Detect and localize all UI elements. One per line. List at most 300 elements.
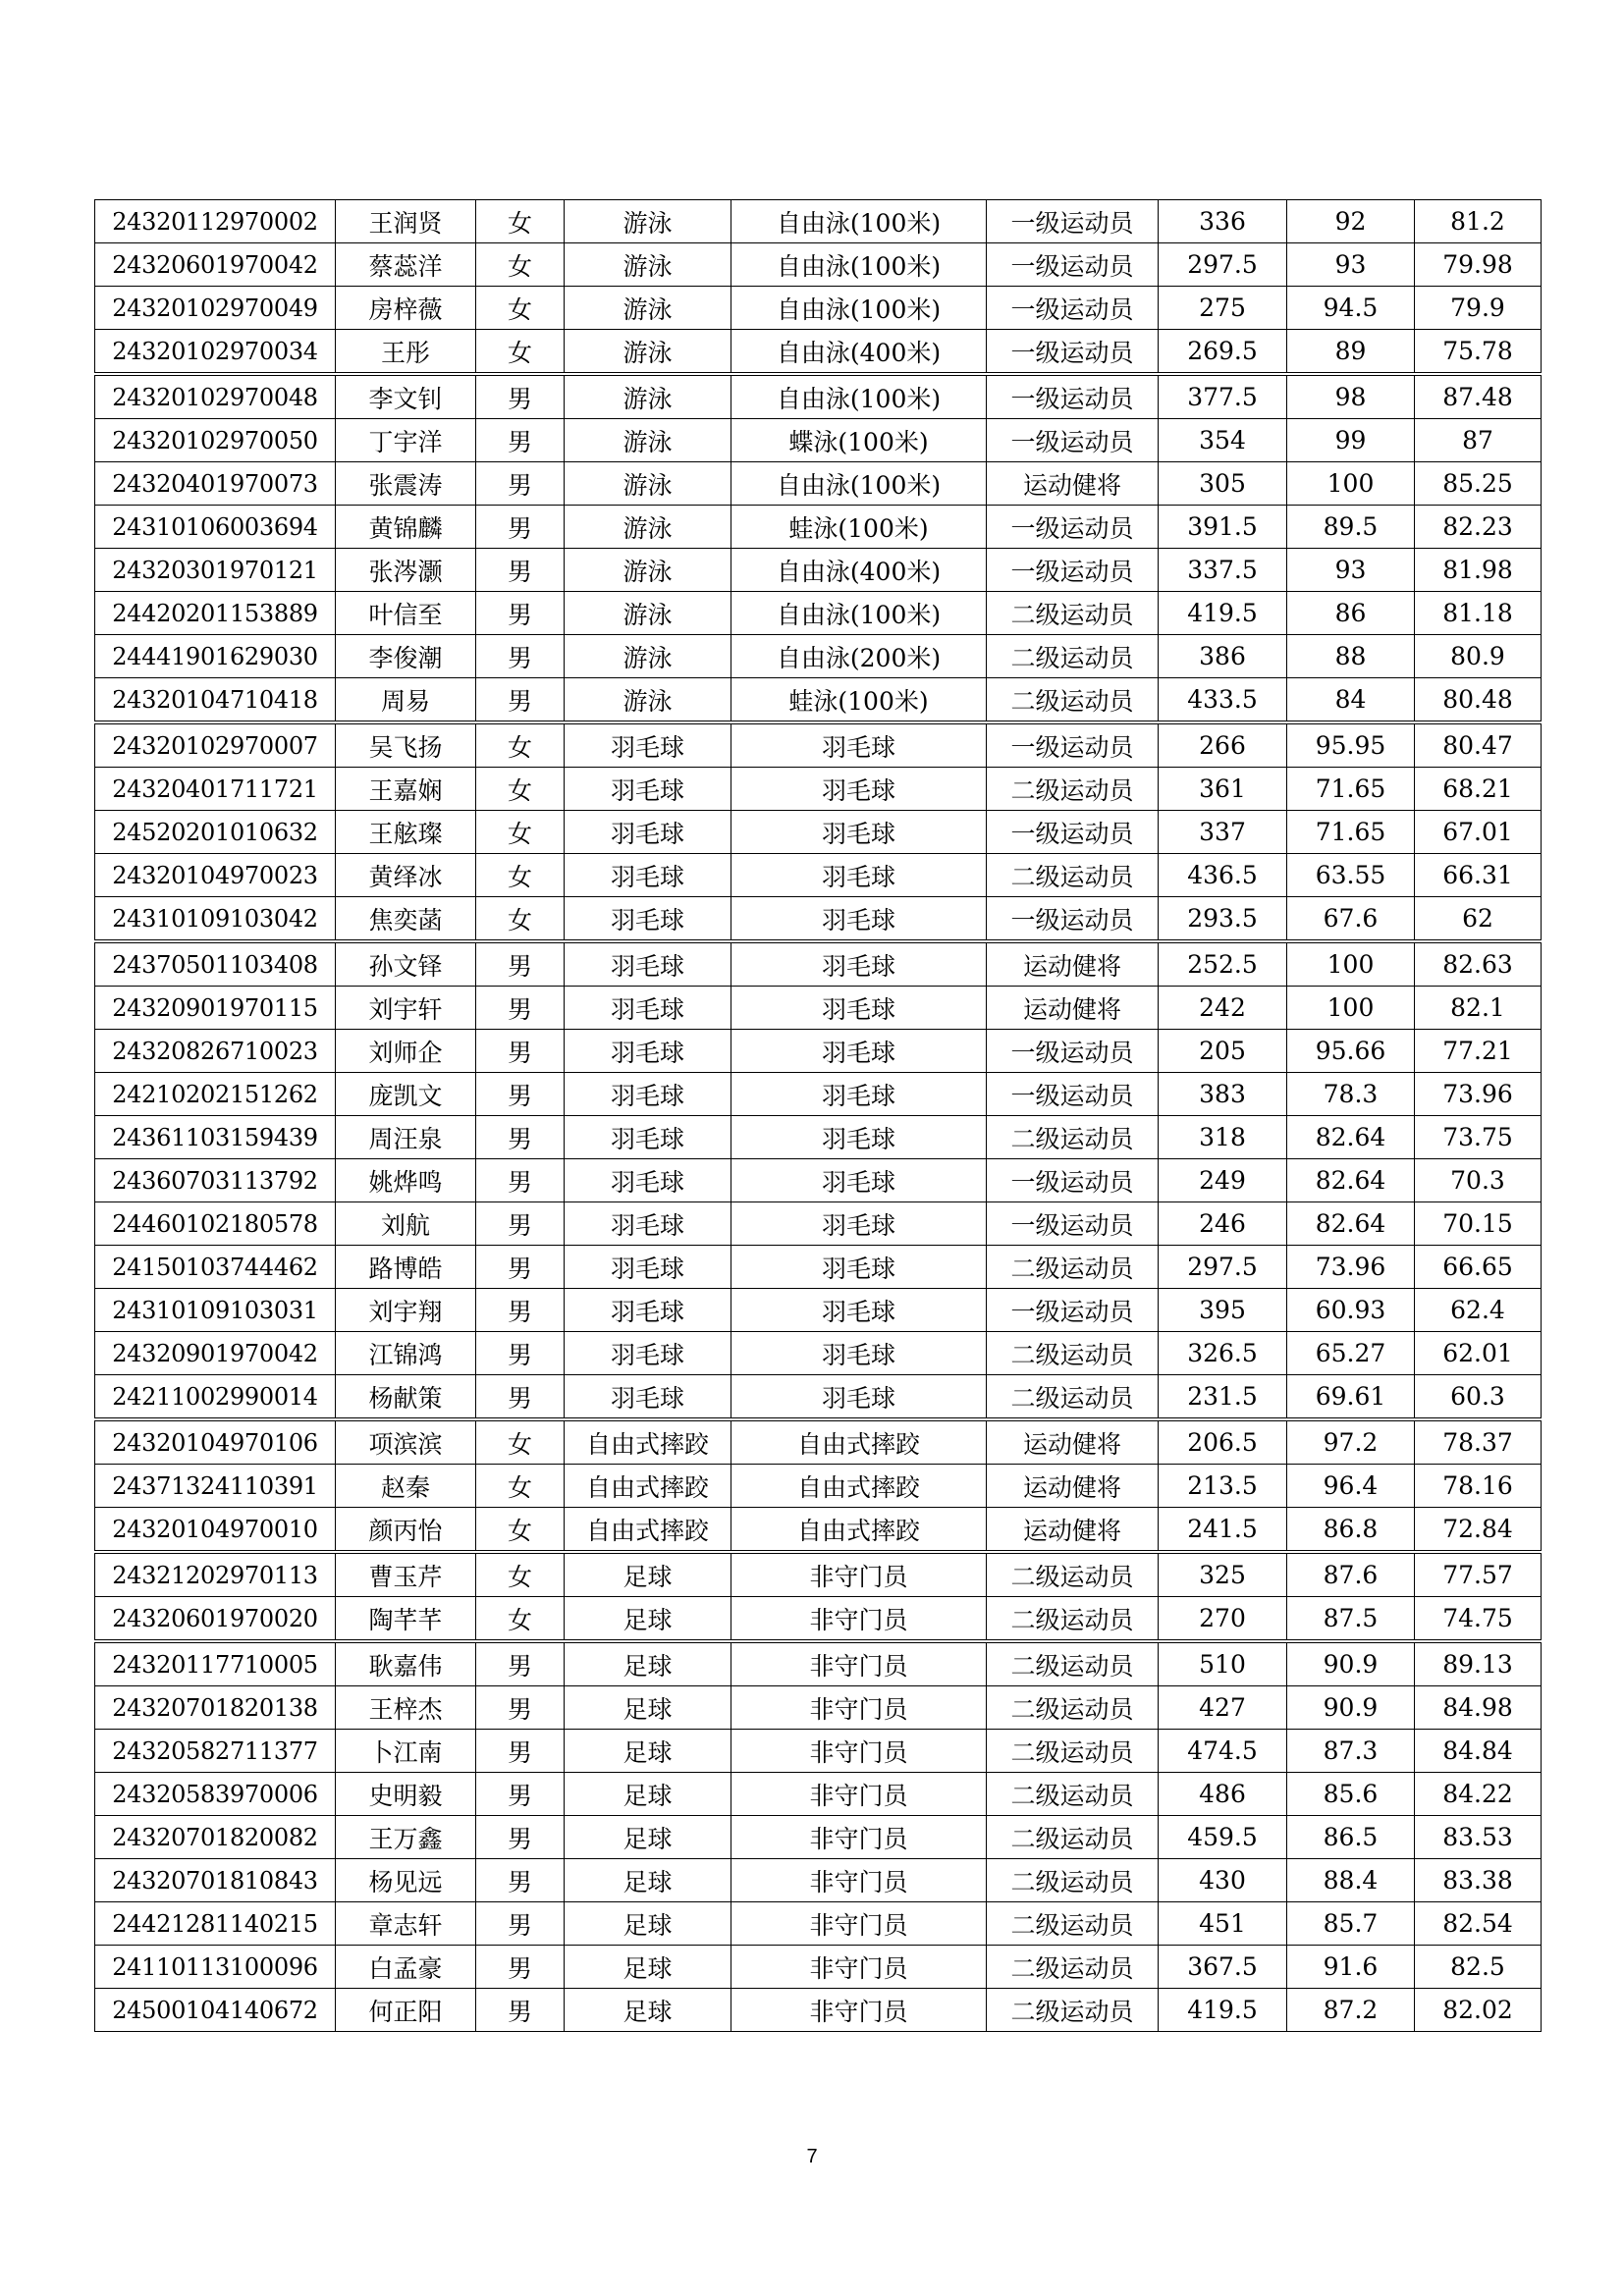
score-cell: 205	[1159, 1030, 1287, 1073]
total-cell: 68.21	[1415, 768, 1542, 811]
table-row	[95, 1552, 1542, 1597]
total-cell: 73.75	[1415, 1116, 1542, 1159]
candidate-id-cell: 24320601970042	[95, 243, 336, 287]
score-cell: 510	[1159, 1641, 1287, 1686]
candidate-id-cell: 24460102180578	[95, 1202, 336, 1246]
name-cell: 蔡蕊洋	[336, 243, 476, 287]
name-cell: 周易	[336, 678, 476, 723]
gender-cell: 女	[476, 200, 565, 243]
level-cell: 二级运动员	[987, 1859, 1159, 1902]
sport-score-cell: 93	[1287, 549, 1415, 592]
total-cell: 87.48	[1415, 374, 1542, 419]
table-row	[95, 200, 1542, 243]
sport-cell: 游泳	[565, 374, 731, 419]
table-row	[95, 1332, 1542, 1375]
level-cell: 一级运动员	[987, 330, 1159, 375]
score-cell: 269.5	[1159, 330, 1287, 375]
sport-cell: 游泳	[565, 462, 731, 506]
table-row	[95, 374, 1542, 419]
gender-cell: 男	[476, 1773, 565, 1816]
score-cell: 430	[1159, 1859, 1287, 1902]
event-cell: 非守门员	[731, 1989, 987, 2032]
level-cell: 一级运动员	[987, 1202, 1159, 1246]
total-cell: 84.84	[1415, 1730, 1542, 1773]
page-number: 7	[806, 2146, 818, 2167]
sport-score-cell: 73.96	[1287, 1246, 1415, 1289]
name-cell: 王嘉娴	[336, 768, 476, 811]
name-cell: 耿嘉伟	[336, 1641, 476, 1686]
table-row	[95, 678, 1542, 723]
level-cell: 一级运动员	[987, 1289, 1159, 1332]
table-row	[95, 1508, 1542, 1553]
gender-cell: 女	[476, 287, 565, 330]
event-cell: 蛙泳(100米)	[731, 678, 987, 723]
name-cell: 刘师企	[336, 1030, 476, 1073]
table-row	[95, 1946, 1542, 1989]
gender-cell: 女	[476, 243, 565, 287]
total-cell: 82.5	[1415, 1946, 1542, 1989]
event-cell: 羽毛球	[731, 1375, 987, 1420]
total-cell: 82.02	[1415, 1989, 1542, 2032]
name-cell: 曹玉芹	[336, 1552, 476, 1597]
score-cell: 275	[1159, 287, 1287, 330]
level-cell: 运动健将	[987, 1465, 1159, 1508]
total-cell: 78.37	[1415, 1419, 1542, 1465]
candidate-id-cell: 24320401970073	[95, 462, 336, 506]
name-cell: 刘宇翔	[336, 1289, 476, 1332]
candidate-id-cell: 24371324110391	[95, 1465, 336, 1508]
gender-cell: 女	[476, 1552, 565, 1597]
table-row	[95, 1289, 1542, 1332]
level-cell: 运动健将	[987, 987, 1159, 1030]
table-row	[95, 592, 1542, 635]
event-cell: 羽毛球	[731, 854, 987, 897]
candidate-id-cell: 24320102970050	[95, 419, 336, 462]
sport-score-cell: 87.3	[1287, 1730, 1415, 1773]
table-row	[95, 1859, 1542, 1902]
event-cell: 非守门员	[731, 1686, 987, 1730]
table-row	[95, 243, 1542, 287]
table-row	[95, 1465, 1542, 1508]
event-cell: 自由式摔跤	[731, 1508, 987, 1553]
score-cell: 206.5	[1159, 1419, 1287, 1465]
candidate-id-cell: 24150103744462	[95, 1246, 336, 1289]
score-cell: 419.5	[1159, 1989, 1287, 2032]
candidate-id-cell: 24421281140215	[95, 1902, 336, 1946]
gender-cell: 男	[476, 1030, 565, 1073]
candidate-id-cell: 24420201153889	[95, 592, 336, 635]
score-cell: 354	[1159, 419, 1287, 462]
score-cell: 486	[1159, 1773, 1287, 1816]
sport-score-cell: 95.66	[1287, 1030, 1415, 1073]
gender-cell: 女	[476, 1597, 565, 1642]
candidate-id-cell: 24320117710005	[95, 1641, 336, 1686]
sport-cell: 游泳	[565, 200, 731, 243]
candidate-id-cell: 24320826710023	[95, 1030, 336, 1073]
event-cell: 非守门员	[731, 1597, 987, 1642]
name-cell: 叶信至	[336, 592, 476, 635]
sport-cell: 羽毛球	[565, 897, 731, 942]
candidate-id-cell: 24320102970034	[95, 330, 336, 375]
event-cell: 自由式摔跤	[731, 1465, 987, 1508]
event-cell: 非守门员	[731, 1730, 987, 1773]
event-cell: 羽毛球	[731, 1246, 987, 1289]
gender-cell: 男	[476, 1202, 565, 1246]
table-row	[95, 1641, 1542, 1686]
gender-cell: 男	[476, 1332, 565, 1375]
sport-cell: 羽毛球	[565, 854, 731, 897]
level-cell: 运动健将	[987, 1508, 1159, 1553]
event-cell: 蝶泳(100米)	[731, 419, 987, 462]
sport-cell: 足球	[565, 1946, 731, 1989]
gender-cell: 男	[476, 1159, 565, 1202]
name-cell: 王万鑫	[336, 1816, 476, 1859]
candidate-id-cell: 24520201010632	[95, 811, 336, 854]
gender-cell: 男	[476, 374, 565, 419]
total-cell: 82.54	[1415, 1902, 1542, 1946]
sport-score-cell: 63.55	[1287, 854, 1415, 897]
total-cell: 70.15	[1415, 1202, 1542, 1246]
total-cell: 83.38	[1415, 1859, 1542, 1902]
sport-cell: 自由式摔跤	[565, 1508, 731, 1553]
level-cell: 二级运动员	[987, 854, 1159, 897]
gender-cell: 男	[476, 1686, 565, 1730]
total-cell: 74.75	[1415, 1597, 1542, 1642]
gender-cell: 男	[476, 1902, 565, 1946]
sport-cell: 羽毛球	[565, 1159, 731, 1202]
table-row	[95, 419, 1542, 462]
score-cell: 325	[1159, 1552, 1287, 1597]
table-row	[95, 1246, 1542, 1289]
table-row	[95, 1597, 1542, 1642]
total-cell: 80.47	[1415, 722, 1542, 768]
event-cell: 羽毛球	[731, 941, 987, 987]
sport-score-cell: 99	[1287, 419, 1415, 462]
table-row	[95, 1730, 1542, 1773]
total-cell: 84.98	[1415, 1686, 1542, 1730]
score-cell: 427	[1159, 1686, 1287, 1730]
gender-cell: 女	[476, 1419, 565, 1465]
level-cell: 二级运动员	[987, 1989, 1159, 2032]
sport-cell: 羽毛球	[565, 768, 731, 811]
sport-score-cell: 95.95	[1287, 722, 1415, 768]
total-cell: 82.1	[1415, 987, 1542, 1030]
sport-score-cell: 82.64	[1287, 1159, 1415, 1202]
score-cell: 241.5	[1159, 1508, 1287, 1553]
name-cell: 项滨滨	[336, 1419, 476, 1465]
gender-cell: 男	[476, 1375, 565, 1420]
name-cell: 吴飞扬	[336, 722, 476, 768]
sport-score-cell: 94.5	[1287, 287, 1415, 330]
level-cell: 一级运动员	[987, 549, 1159, 592]
table-row	[95, 635, 1542, 678]
score-cell: 395	[1159, 1289, 1287, 1332]
level-cell: 二级运动员	[987, 1902, 1159, 1946]
sport-cell: 游泳	[565, 635, 731, 678]
level-cell: 二级运动员	[987, 1246, 1159, 1289]
level-cell: 二级运动员	[987, 1116, 1159, 1159]
table-row	[95, 1816, 1542, 1859]
event-cell: 非守门员	[731, 1816, 987, 1859]
candidate-id-cell: 24361103159439	[95, 1116, 336, 1159]
gender-cell: 男	[476, 506, 565, 549]
score-cell: 318	[1159, 1116, 1287, 1159]
score-cell: 252.5	[1159, 941, 1287, 987]
name-cell: 黄锦麟	[336, 506, 476, 549]
gender-cell: 女	[476, 768, 565, 811]
table-row	[95, 1159, 1542, 1202]
candidate-id-cell: 24320104970106	[95, 1419, 336, 1465]
sport-score-cell: 96.4	[1287, 1465, 1415, 1508]
sport-score-cell: 86	[1287, 592, 1415, 635]
total-cell: 66.65	[1415, 1246, 1542, 1289]
name-cell: 李文钊	[336, 374, 476, 419]
table-row	[95, 987, 1542, 1030]
event-cell: 羽毛球	[731, 897, 987, 942]
score-cell: 270	[1159, 1597, 1287, 1642]
sport-score-cell: 87.5	[1287, 1597, 1415, 1642]
candidate-id-cell: 24320102970007	[95, 722, 336, 768]
score-cell: 474.5	[1159, 1730, 1287, 1773]
name-cell: 焦奕菡	[336, 897, 476, 942]
candidate-id-cell: 24211002990014	[95, 1375, 336, 1420]
sport-score-cell: 86.8	[1287, 1508, 1415, 1553]
table-row	[95, 549, 1542, 592]
level-cell: 一级运动员	[987, 811, 1159, 854]
total-cell: 80.9	[1415, 635, 1542, 678]
sport-score-cell: 100	[1287, 941, 1415, 987]
name-cell: 史明毅	[336, 1773, 476, 1816]
sport-cell: 羽毛球	[565, 987, 731, 1030]
score-cell: 326.5	[1159, 1332, 1287, 1375]
event-cell: 自由泳(100米)	[731, 243, 987, 287]
candidate-id-cell: 24320102970048	[95, 374, 336, 419]
gender-cell: 男	[476, 1289, 565, 1332]
event-cell: 自由泳(100米)	[731, 374, 987, 419]
sport-cell: 羽毛球	[565, 1246, 731, 1289]
name-cell: 杨献策	[336, 1375, 476, 1420]
score-cell: 383	[1159, 1073, 1287, 1116]
level-cell: 一级运动员	[987, 1159, 1159, 1202]
sport-cell: 足球	[565, 1641, 731, 1686]
gender-cell: 女	[476, 811, 565, 854]
table-row	[95, 330, 1542, 375]
candidate-id-cell: 24310106003694	[95, 506, 336, 549]
sport-score-cell: 87.2	[1287, 1989, 1415, 2032]
event-cell: 自由式摔跤	[731, 1419, 987, 1465]
table-row	[95, 1116, 1542, 1159]
sport-cell: 羽毛球	[565, 1030, 731, 1073]
candidate-id-cell: 24321202970113	[95, 1552, 336, 1597]
sport-cell: 自由式摔跤	[565, 1419, 731, 1465]
level-cell: 运动健将	[987, 941, 1159, 987]
total-cell: 84.22	[1415, 1773, 1542, 1816]
name-cell: 张震涛	[336, 462, 476, 506]
level-cell: 二级运动员	[987, 1816, 1159, 1859]
candidate-id-cell: 24310109103031	[95, 1289, 336, 1332]
total-cell: 83.53	[1415, 1816, 1542, 1859]
event-cell: 羽毛球	[731, 1116, 987, 1159]
total-cell: 82.63	[1415, 941, 1542, 987]
total-cell: 85.25	[1415, 462, 1542, 506]
level-cell: 二级运动员	[987, 1773, 1159, 1816]
level-cell: 一级运动员	[987, 419, 1159, 462]
name-cell: 何正阳	[336, 1989, 476, 2032]
gender-cell: 女	[476, 854, 565, 897]
sport-cell: 游泳	[565, 243, 731, 287]
sport-cell: 羽毛球	[565, 1116, 731, 1159]
sport-cell: 足球	[565, 1902, 731, 1946]
gender-cell: 男	[476, 635, 565, 678]
sport-cell: 游泳	[565, 287, 731, 330]
sport-score-cell: 88.4	[1287, 1859, 1415, 1902]
total-cell: 62.01	[1415, 1332, 1542, 1375]
sport-score-cell: 90.9	[1287, 1686, 1415, 1730]
name-cell: 丁宇洋	[336, 419, 476, 462]
table-row	[95, 287, 1542, 330]
candidate-id-cell: 24110113100096	[95, 1946, 336, 1989]
name-cell: 庞凯文	[336, 1073, 476, 1116]
sport-cell: 足球	[565, 1597, 731, 1642]
candidate-id-cell: 24320582711377	[95, 1730, 336, 1773]
candidate-id-cell: 24320104710418	[95, 678, 336, 723]
candidate-id-cell: 24320901970042	[95, 1332, 336, 1375]
level-cell: 一级运动员	[987, 1030, 1159, 1073]
score-cell: 297.5	[1159, 1246, 1287, 1289]
score-cell: 336	[1159, 200, 1287, 243]
event-cell: 非守门员	[731, 1641, 987, 1686]
sport-score-cell: 90.9	[1287, 1641, 1415, 1686]
event-cell: 非守门员	[731, 1552, 987, 1597]
event-cell: 羽毛球	[731, 1332, 987, 1375]
event-cell: 羽毛球	[731, 1202, 987, 1246]
sport-cell: 游泳	[565, 330, 731, 375]
gender-cell: 男	[476, 987, 565, 1030]
name-cell: 路博皓	[336, 1246, 476, 1289]
table-row	[95, 1073, 1542, 1116]
table-row	[95, 768, 1542, 811]
sport-score-cell: 97.2	[1287, 1419, 1415, 1465]
score-cell: 361	[1159, 768, 1287, 811]
sport-cell: 羽毛球	[565, 1202, 731, 1246]
sport-score-cell: 71.65	[1287, 768, 1415, 811]
name-cell: 刘宇轩	[336, 987, 476, 1030]
score-cell: 419.5	[1159, 592, 1287, 635]
sport-cell: 足球	[565, 1552, 731, 1597]
event-cell: 自由泳(400米)	[731, 549, 987, 592]
event-cell: 非守门员	[731, 1773, 987, 1816]
table-row	[95, 1989, 1542, 2032]
table-row	[95, 506, 1542, 549]
total-cell: 73.96	[1415, 1073, 1542, 1116]
total-cell: 79.98	[1415, 243, 1542, 287]
sport-score-cell: 86.5	[1287, 1816, 1415, 1859]
level-cell: 一级运动员	[987, 243, 1159, 287]
event-cell: 羽毛球	[731, 1030, 987, 1073]
score-cell: 337	[1159, 811, 1287, 854]
sport-cell: 羽毛球	[565, 722, 731, 768]
gender-cell: 男	[476, 941, 565, 987]
sport-cell: 游泳	[565, 678, 731, 723]
gender-cell: 男	[476, 592, 565, 635]
sport-score-cell: 85.7	[1287, 1902, 1415, 1946]
event-cell: 羽毛球	[731, 722, 987, 768]
results-table	[94, 199, 1542, 2032]
score-cell: 249	[1159, 1159, 1287, 1202]
level-cell: 二级运动员	[987, 1332, 1159, 1375]
event-cell: 自由泳(400米)	[731, 330, 987, 375]
score-cell: 266	[1159, 722, 1287, 768]
sport-score-cell: 82.64	[1287, 1202, 1415, 1246]
sport-cell: 羽毛球	[565, 811, 731, 854]
total-cell: 75.78	[1415, 330, 1542, 375]
name-cell: 白孟豪	[336, 1946, 476, 1989]
candidate-id-cell: 24320901970115	[95, 987, 336, 1030]
sport-score-cell: 60.93	[1287, 1289, 1415, 1332]
sport-cell: 游泳	[565, 506, 731, 549]
level-cell: 一级运动员	[987, 1073, 1159, 1116]
total-cell: 89.13	[1415, 1641, 1542, 1686]
gender-cell: 男	[476, 1116, 565, 1159]
level-cell: 二级运动员	[987, 1686, 1159, 1730]
sport-cell: 游泳	[565, 549, 731, 592]
gender-cell: 男	[476, 1989, 565, 2032]
score-cell: 213.5	[1159, 1465, 1287, 1508]
table-row	[95, 941, 1542, 987]
candidate-id-cell: 24320701810843	[95, 1859, 336, 1902]
level-cell: 运动健将	[987, 1419, 1159, 1465]
score-cell: 451	[1159, 1902, 1287, 1946]
name-cell: 颜丙怡	[336, 1508, 476, 1553]
total-cell: 79.9	[1415, 287, 1542, 330]
candidate-id-cell: 24370501103408	[95, 941, 336, 987]
sport-score-cell: 82.64	[1287, 1116, 1415, 1159]
event-cell: 自由泳(100米)	[731, 462, 987, 506]
candidate-id-cell: 24320583970006	[95, 1773, 336, 1816]
level-cell: 一级运动员	[987, 722, 1159, 768]
gender-cell: 男	[476, 1816, 565, 1859]
total-cell: 66.31	[1415, 854, 1542, 897]
total-cell: 81.2	[1415, 200, 1542, 243]
score-cell: 367.5	[1159, 1946, 1287, 1989]
score-cell: 297.5	[1159, 243, 1287, 287]
sport-cell: 足球	[565, 1816, 731, 1859]
candidate-id-cell: 24320401711721	[95, 768, 336, 811]
candidate-id-cell: 24360703113792	[95, 1159, 336, 1202]
sport-score-cell: 85.6	[1287, 1773, 1415, 1816]
score-cell: 391.5	[1159, 506, 1287, 549]
total-cell: 78.16	[1415, 1465, 1542, 1508]
table-row	[95, 897, 1542, 942]
name-cell: 房梓薇	[336, 287, 476, 330]
candidate-id-cell: 24320701820082	[95, 1816, 336, 1859]
table-row	[95, 722, 1542, 768]
level-cell: 一级运动员	[987, 506, 1159, 549]
candidate-id-cell: 24320104970010	[95, 1508, 336, 1553]
total-cell: 81.98	[1415, 549, 1542, 592]
sport-score-cell: 78.3	[1287, 1073, 1415, 1116]
table-body	[95, 200, 1542, 2032]
name-cell: 孙文铎	[336, 941, 476, 987]
level-cell: 运动健将	[987, 462, 1159, 506]
level-cell: 一级运动员	[987, 374, 1159, 419]
score-cell: 293.5	[1159, 897, 1287, 942]
event-cell: 羽毛球	[731, 768, 987, 811]
table-row	[95, 1419, 1542, 1465]
gender-cell: 男	[476, 1073, 565, 1116]
candidate-id-cell: 24320104970023	[95, 854, 336, 897]
level-cell: 二级运动员	[987, 1730, 1159, 1773]
